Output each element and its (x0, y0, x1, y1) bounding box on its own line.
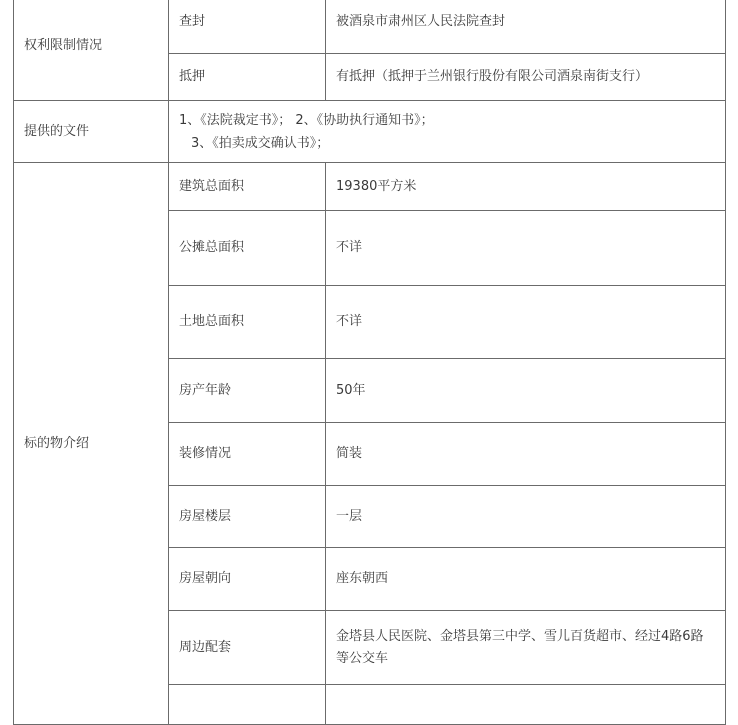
restriction-value: 有抵押（抵押于兰州银行股份有限公司酒泉南街支行） (326, 54, 726, 101)
subject-value: 简装 (326, 423, 726, 486)
table-row (14, 101, 726, 163)
subject-value-empty (326, 685, 726, 725)
table-row (14, 163, 726, 211)
table-row (14, 0, 726, 54)
restriction-value: 被酒泉市肃州区人民法院查封 (326, 0, 726, 54)
subject-item: 房屋楼层 (169, 486, 326, 548)
subject-item: 装修情况 (169, 423, 326, 486)
subject-value: 一层 (326, 486, 726, 548)
restriction-item: 查封 (169, 0, 326, 54)
documents-line-2: 3、《拍卖成交确认书》； (191, 135, 330, 151)
documents-label: 提供的文件 (14, 101, 169, 163)
restriction-label: 权利限制情况 (14, 0, 169, 101)
subject-item: 房产年龄 (169, 359, 326, 423)
property-info-table (13, 0, 726, 725)
subject-value: 19380平方米 (326, 163, 726, 211)
subject-item: 周边配套 (169, 611, 326, 685)
restriction-item: 抵押 (169, 54, 326, 101)
document-body (13, 0, 725, 725)
subject-value: 金塔县人民医院、金塔县第三中学、雪儿百货超市、经过4路6路等公交车 (326, 611, 726, 685)
subject-value: 不详 (326, 211, 726, 286)
subject-value: 50年 (326, 359, 726, 423)
subject-item-empty (169, 685, 326, 725)
subject-item: 公摊总面积 (169, 211, 326, 286)
subject-item: 房屋朝向 (169, 548, 326, 611)
documents-line-1: 1、《法院裁定书》； 2、《协助执行通知书》； (179, 112, 434, 128)
subject-label: 标的物介绍 (14, 163, 169, 725)
subject-item: 土地总面积 (169, 286, 326, 359)
subject-value: 不详 (326, 286, 726, 359)
subject-value: 座东朝西 (326, 548, 726, 611)
subject-item: 建筑总面积 (169, 163, 326, 211)
documents-list (169, 101, 726, 163)
